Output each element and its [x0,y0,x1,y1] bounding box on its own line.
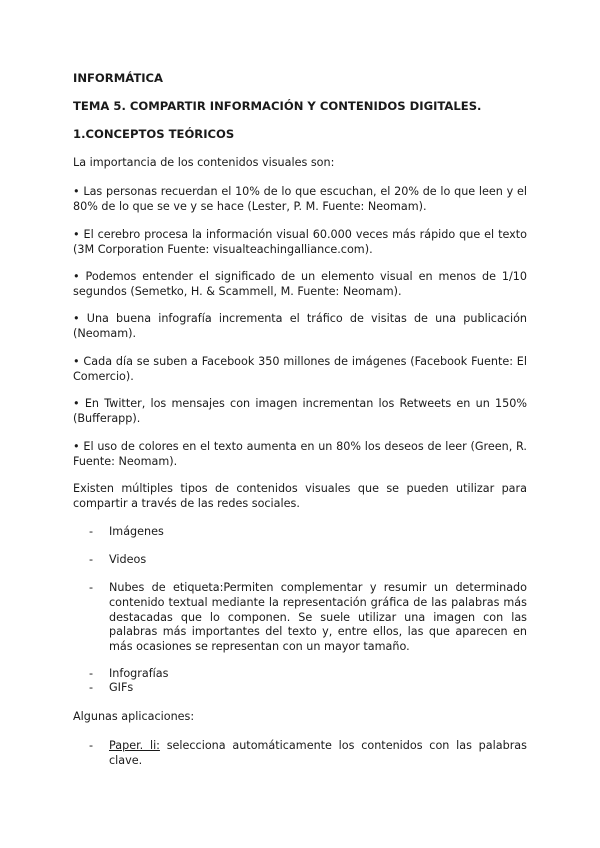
list-dash: - [89,581,94,594]
bullet-paragraph: • Cada día se suben a Facebook 350 millones de imágenes (Facebook Fuente: El Comercio). [73,355,527,383]
intro-paragraph: La importancia de los contenidos visuales son: [73,156,335,169]
list-dash: - [89,525,94,538]
subject-heading: INFORMÁTICA [73,71,164,85]
bullet-paragraph: • Las personas recuerdan el 10% de lo que escuchan, el 20% de lo que leen y el 80% de lo que se ve y se hace (Lester, P. M. Fuente: Neomam). [73,185,527,213]
list-item-text: Videos [109,553,147,566]
apps-intro-paragraph: Algunas aplicaciones: [73,710,195,723]
bullet-paragraph: • En Twitter, los mensajes con imagen incrementan los Retweets en un 150% (Bufferapp). [73,397,527,425]
app-name-link[interactable]: Paper. li: [109,739,160,752]
types-intro-paragraph: Existen múltiples tipos de contenidos visuales que se pueden utilizar para compartir a través de las redes sociales. [73,482,527,510]
list-item-text: Imágenes [109,525,164,538]
list-dash: - [89,553,94,566]
app-description: selecciona automáticamente los contenidos con las palabras clave. [109,739,527,767]
list-item-text: Nubes de etiqueta:Permiten complementar y resumir un determinado contenido textual mediante la representación gráfica de las palabras más destacadas que lo componen. Se suele utilizar una imagen con las palabras más importantes del texto y, entre ellos, las que aparecen en más ocasiones se representan con un mayor tamaño. [109,581,527,654]
list-item-text [109,739,527,769]
bullet-paragraph: • Una buena infografía incrementa el tráfico de visitas de una publicación (Neomam). [73,312,527,340]
list-item-text: Infografías [109,667,169,680]
list-dash: - [89,681,94,694]
bullet-paragraph: • El cerebro procesa la información visual 60.000 veces más rápido que el texto (3M Corporation Fuente: visualteachingalliance.com). [73,228,527,256]
section-heading: 1.CONCEPTOS TEÓRICOS [73,127,235,141]
list-dash: - [89,667,94,680]
tema-heading: TEMA 5. COMPARTIR INFORMACIÓN Y CONTENIDOS DIGITALES. [73,99,482,113]
list-item-text: GIFs [109,681,134,694]
bullet-paragraph: • Podemos entender el significado de un elemento visual en menos de 1/10 segundos (Semetko, H. & Scammell, M. Fuente: Neomam). [73,270,527,298]
bullet-paragraph: • El uso de colores en el texto aumenta en un 80% los deseos de leer (Green, R. Fuente: Neomam). [73,440,527,468]
list-dash: - [89,739,94,752]
